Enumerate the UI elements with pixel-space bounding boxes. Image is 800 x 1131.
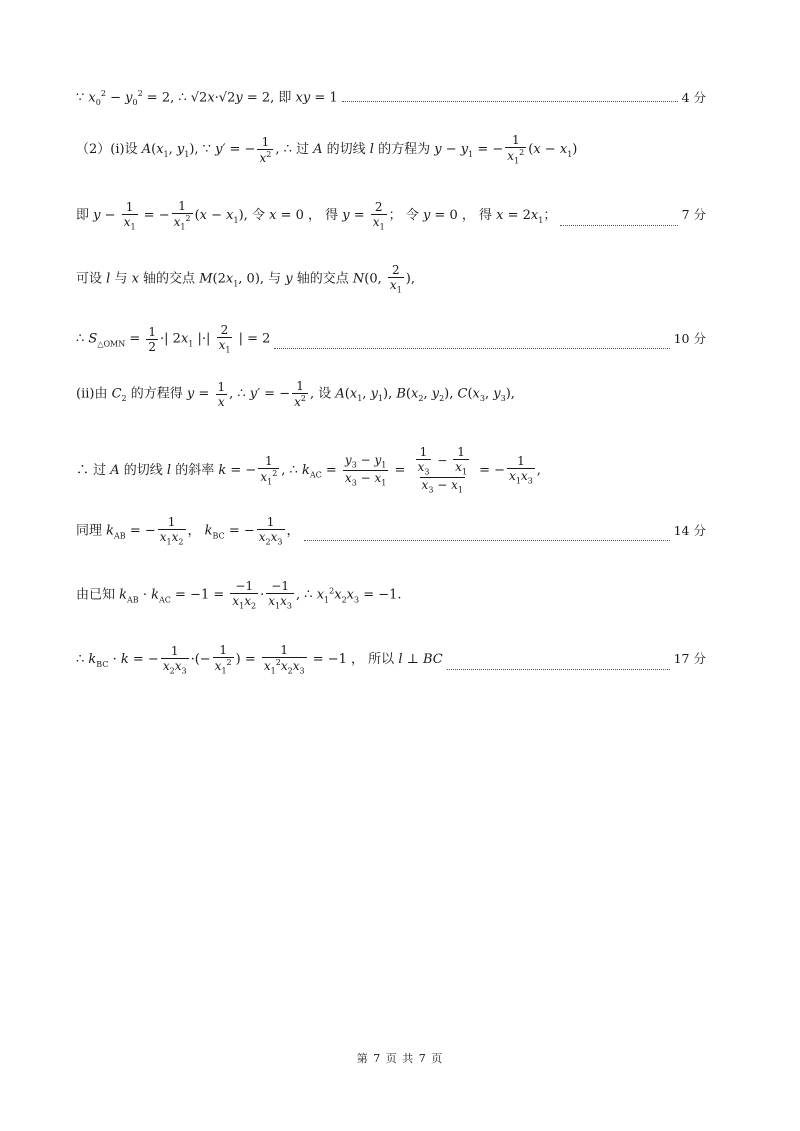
solution-line-7 <box>76 446 706 495</box>
score-label: 4 分 <box>681 90 706 106</box>
solution-line-5 <box>76 324 706 354</box>
line-text: ∴ $S_{\triangle OMN}$ = $\frac{1}{2}$ ·| $2x_1$ |·| $\frac{2}{x_1}$ | = 2 <box>76 323 271 355</box>
dot-leader <box>304 539 670 541</box>
score-label: 7 分 <box>681 207 706 223</box>
line-text: (ii)由 $C_2$ 的方程得 y = $\frac{1}{x}$ , ∴ y′ = − $\frac{1}{x^2}$ , 设 $A(x_1$, $y_1$), $B(x_2$, $y_2$), $C(x_3$, $y_3$), <box>76 379 515 409</box>
dot-leader <box>560 224 677 226</box>
score-label: 10 分 <box>673 330 706 346</box>
solution-line-8 <box>76 516 706 546</box>
line-text: 即 y − $\frac{1}{x_1}$ = − $\frac{1}{x_1^2}$ $(x - x_1)$, 令 x = 0 ， 得 y = $\frac{2}{x_1}$ ； 令 y = 0 ， 得 $x = 2x_1$； <box>76 199 557 232</box>
solution-line-2 <box>76 134 706 165</box>
line-text: 可设 l 与 x 轴的交点 $M(2x_1$, 0), 与 y 轴的交点 N(0, $\frac{2}{x_1}$ ), <box>76 263 415 295</box>
solution-line-9 <box>76 580 706 610</box>
line-text: ∴ $k_{BC} \cdot k$ = − $\frac{1}{x_2x_3}$ ·(− $\frac{1}{x_1^2}$ ) = $\frac{1}{x_1^2x_2x_3}$ = −1 ， 所以 l ⊥ BC <box>76 643 443 676</box>
solution-line-10 <box>76 644 706 675</box>
line-text: 由已知 $k_{AB} \cdot k_{AC} = -1$ = $\frac{-1}{x_1x_2}$ · $\frac{-1}{x_1x_3}$ , ∴ $x_1^2x_2x_3 = -1$. <box>76 579 402 611</box>
line-text: 同理 $k_{AB}$ = − $\frac{1}{x_1x_2}$ ， $k_{BC}$ = − $\frac{1}{x_2x_3}$ ， <box>76 515 300 547</box>
dot-leader <box>274 347 669 349</box>
dot-leader <box>447 668 670 670</box>
solution-line-1 <box>76 90 706 107</box>
score-label: 17 分 <box>673 651 706 667</box>
solution-line-3 <box>76 200 706 231</box>
dot-leader <box>342 100 678 102</box>
page-footer: 第 7 页 共 7 页 <box>356 1052 444 1065</box>
line-text: ∵ $x_0^2 - y_0^2 = 2$, ∴ √2x·√2y = 2, 即 xy = 1 <box>76 89 338 107</box>
solution-line-4 <box>76 264 706 294</box>
line-text: （2）(i)设 $A(x_1$, $y_1$), ∵ y′ = − $\frac{1}{x^2}$ , ∴ 过 A 的切线 l 的方程为 $y - y_1$ = − $\frac{1}{x_1^2}$ $(x - x_1)$ <box>76 133 578 166</box>
line-text: ∴ 过 A 的切线 l 的斜率 k = − $\frac{1}{x_1^2}$ , ∴ $k_{AC}$ = $\frac{y_3 - y_1}{x_3 - x_1}$ = $\frac{1}{x_3}$ − $\frac{1}{x_1}$ $x_3 - x_1$ = − $\frac{1}{x_1x_3}$ , <box>76 445 541 495</box>
score-label: 14 分 <box>673 522 706 538</box>
solution-line-6 <box>76 380 706 408</box>
